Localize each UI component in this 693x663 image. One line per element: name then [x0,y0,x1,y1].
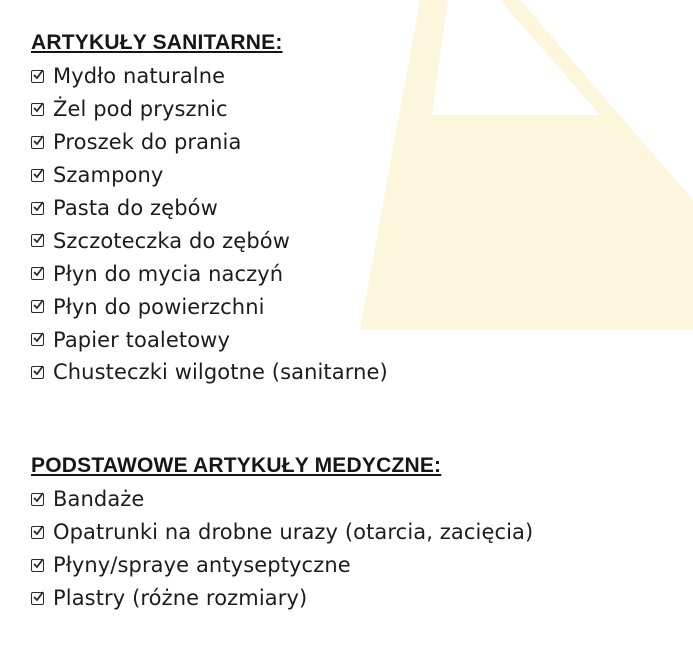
item-label: Szczoteczka do zębów [53,228,290,253]
item-label: Papier toaletowy [53,327,230,352]
item-label: Płyn do powierzchni [53,294,265,319]
checked-checkbox-icon [31,169,44,182]
sanitary-items-list [31,60,671,389]
list-item [31,290,671,323]
item-label: Płyny/spraye antyseptyczne [53,553,351,578]
item-label: Szampony [53,163,164,188]
checked-checkbox-icon [31,267,44,280]
list-item [31,582,671,615]
item-label: Proszek do prania [53,130,242,155]
medical-items-list [31,483,671,615]
checked-checkbox-icon [31,526,44,539]
list-item [31,192,671,225]
checked-checkbox-icon [31,234,44,247]
checked-checkbox-icon [31,333,44,346]
list-item [31,549,671,582]
checked-checkbox-icon [31,103,44,116]
list-item [31,356,671,389]
checklist-document [31,30,671,614]
item-label: Mydło naturalne [53,64,226,89]
list-item [31,159,671,192]
list-item [31,224,671,257]
checked-checkbox-icon [31,70,44,83]
item-label: Opatrunki na drobne urazy (otarcia, zacięcia) [53,520,534,545]
list-item [31,126,671,159]
section-heading-sanitary: ARTYKUŁY SANITARNE: [31,31,283,54]
checked-checkbox-icon [31,202,44,215]
checked-checkbox-icon [31,366,44,379]
item-label: Płyn do mycia naczyń [53,261,284,286]
list-item [31,257,671,290]
list-item [31,93,671,126]
checked-checkbox-icon [31,300,44,313]
item-label: Pasta do zębów [53,196,218,220]
item-label: Chusteczki wilgotne (sanitarne) [53,360,388,385]
checked-checkbox-icon [31,136,44,149]
item-label: Plastry (różne rozmiary) [53,586,308,611]
item-label: Bandaże [53,487,145,512]
list-item [31,323,671,356]
list-item [31,483,671,516]
item-label: Żel pod prysznic [53,97,228,122]
section-heading-medical: PODSTAWOWE ARTYKUŁY MEDYCZNE: [31,453,442,477]
checked-checkbox-icon [31,559,44,572]
list-item [31,60,671,93]
checked-checkbox-icon [31,592,44,605]
list-item [31,516,671,549]
checked-checkbox-icon [31,493,44,506]
